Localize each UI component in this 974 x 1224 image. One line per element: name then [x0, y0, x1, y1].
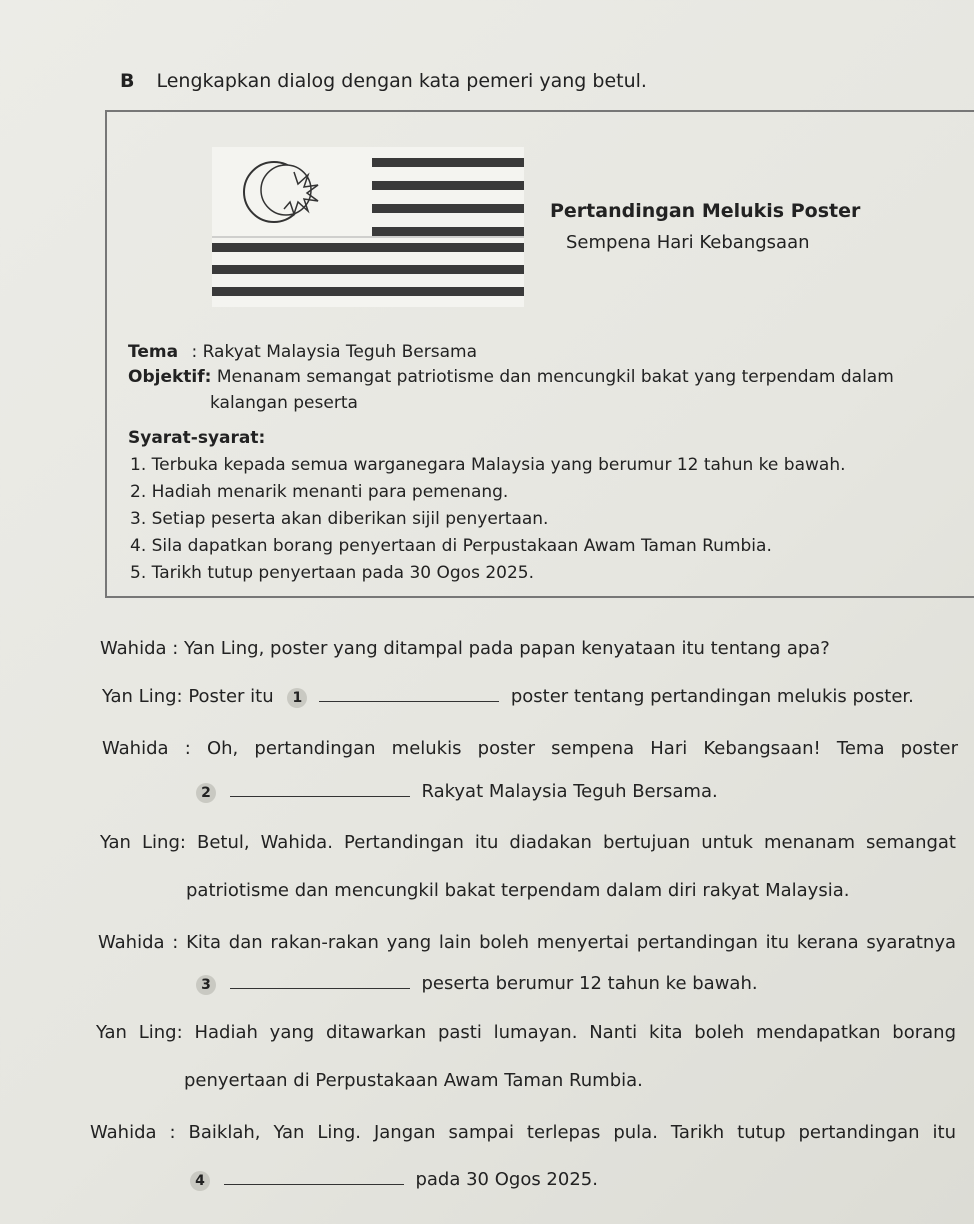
dialog-line: Wahida : Oh, pertandingan melukis poster sempena Hari Kebangsaan! Tema poster: [102, 738, 958, 759]
dialog-line: Yan Ling: Betul, Wahida. Pertandingan itu diadakan bertujuan untuk menanam semangat: [100, 832, 956, 853]
blank-number: 3: [196, 975, 216, 995]
dialog-text: peserta berumur 12 tahun ke bawah.: [421, 973, 758, 994]
poster-subtitle: Sempena Hari Kebangsaan: [566, 232, 810, 253]
section-letter: B: [120, 70, 135, 92]
dialog-text: Yan Ling: Poster itu: [102, 686, 274, 707]
blank-number: 2: [196, 783, 216, 803]
poster-objektif: [128, 367, 894, 387]
dialog-line-blank-4: [190, 1168, 598, 1191]
syarat-label: Syarat-syarat:: [128, 428, 266, 448]
poster-title: Pertandingan Melukis Poster: [550, 200, 861, 222]
dialog-text: pada 30 Ogos 2025.: [415, 1169, 598, 1190]
objektif-label: Objektif:: [128, 367, 212, 387]
tema-label: Tema: [128, 342, 179, 362]
dialog-line: Wahida : Yan Ling, poster yang ditampal pada papan kenyataan itu tentang apa?: [100, 638, 830, 659]
answer-blank-1[interactable]: [319, 685, 499, 702]
objektif-line1: Menanam semangat patriotisme dan mencungkil bakat yang terpendam dalam: [216, 367, 894, 387]
objektif-line2: kalangan peserta: [210, 393, 358, 413]
dialog-line-blank-1: [102, 685, 914, 708]
answer-blank-2[interactable]: [230, 780, 410, 797]
blank-number: 1: [287, 688, 307, 708]
dialog-line: Wahida : Baiklah, Yan Ling. Jangan sampai terlepas pula. Tarikh tutup pertandingan itu: [90, 1122, 956, 1143]
answer-blank-3[interactable]: [230, 972, 410, 989]
dialog-text: Rakyat Malaysia Teguh Bersama.: [421, 781, 718, 802]
syarat-item: 4. Sila dapatkan borang penyertaan di Perpustakaan Awam Taman Rumbia.: [130, 536, 772, 556]
answer-blank-4[interactable]: [224, 1168, 404, 1185]
syarat-item: 3. Setiap peserta akan diberikan sijil penyertaan.: [130, 509, 549, 529]
syarat-item: 5. Tarikh tutup penyertaan pada 30 Ogos 2025.: [130, 563, 534, 583]
dialog-line: Yan Ling: Hadiah yang ditawarkan pasti lumayan. Nanti kita boleh mendapatkan borang: [96, 1022, 956, 1043]
dialog-line: Wahida : Kita dan rakan-rakan yang lain boleh menyertai pertandingan itu kerana syaratnya: [98, 932, 956, 953]
tema-value: : Rakyat Malaysia Teguh Bersama: [191, 342, 477, 362]
dialog-line: patriotisme dan mencungkil bakat terpendam dalam diri rakyat Malaysia.: [186, 880, 850, 901]
poster-tema: [128, 342, 477, 362]
instruction-text: Lengkapkan dialog dengan kata pemeri yang betul.: [156, 70, 647, 92]
dialog-line-blank-2: [196, 780, 718, 803]
syarat-item: 1. Terbuka kepada semua warganegara Malaysia yang berumur 12 tahun ke bawah.: [130, 455, 846, 475]
syarat-item: 2. Hadiah menarik menanti para pemenang.: [130, 482, 509, 502]
section-heading: [120, 70, 647, 92]
dialog-line: penyertaan di Perpustakaan Awam Taman Rumbia.: [184, 1070, 643, 1091]
dialog-text: poster tentang pertandingan melukis poster.: [510, 686, 914, 707]
blank-number: 4: [190, 1171, 210, 1191]
dialog-line-blank-3: [196, 972, 758, 995]
malaysia-flag-image: [212, 147, 524, 307]
